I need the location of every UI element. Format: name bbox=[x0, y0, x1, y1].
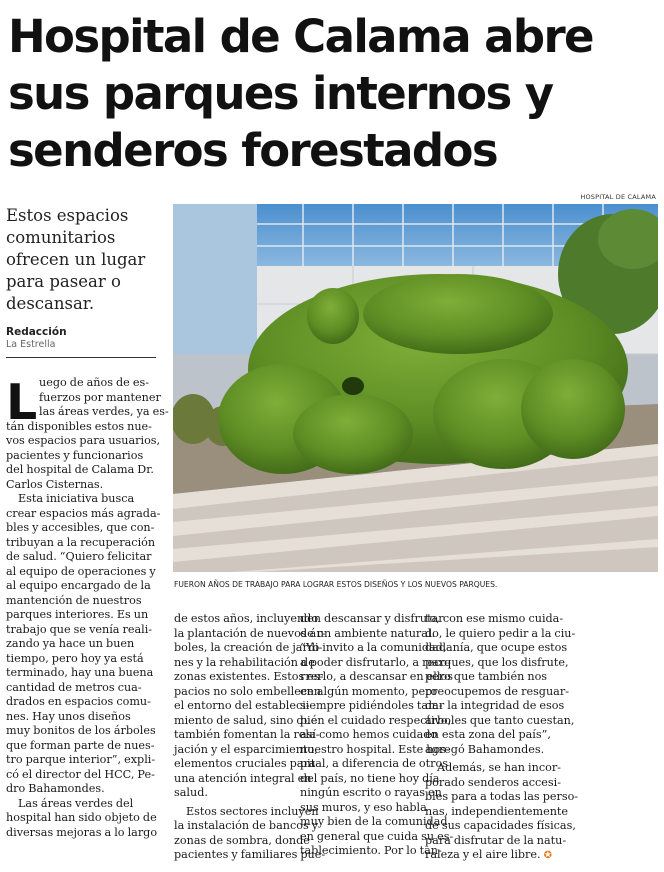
body-line: una atención integral en bbox=[174, 771, 312, 785]
body-line: do, le quiero pedir a la ciu- bbox=[425, 626, 576, 640]
drop-cap: L bbox=[6, 374, 38, 431]
body-line: del hospital de Calama Dr. bbox=[6, 463, 154, 476]
body-line: trabajo que se venía reali- bbox=[6, 622, 153, 636]
body-line: Las áreas verdes del bbox=[18, 796, 134, 810]
body-line: cantidad de metros cua- bbox=[6, 680, 142, 694]
body-line: pacios no solo embellecen bbox=[174, 684, 321, 698]
body-line: terminado, hay una buena bbox=[6, 666, 154, 679]
body-line: muy bonitos de los árboles bbox=[6, 724, 156, 737]
body-line: en esta zona del país”, bbox=[425, 728, 551, 741]
body-line: que forman parte de nues- bbox=[6, 738, 155, 752]
body-line: tablecimiento. Por lo tan- bbox=[300, 844, 442, 857]
byline bbox=[6, 326, 67, 350]
body-line: tiempo, pero hoy ya está bbox=[6, 651, 144, 665]
body-line: mantención de nuestros bbox=[6, 593, 142, 607]
body-line: uego de años de es- bbox=[39, 376, 150, 389]
subheadline-line: comunitarios bbox=[6, 228, 116, 247]
headline-line: Hospital de Calama abre bbox=[8, 10, 593, 63]
body-line: dro Bahamondes. bbox=[6, 782, 105, 795]
body-line: para disfrutar de la natu- bbox=[425, 833, 567, 847]
body-line: drados en espacios comu- bbox=[6, 695, 151, 708]
body-line: agregó Bahamondes. bbox=[425, 742, 545, 756]
body-line: al equipo de operaciones y bbox=[6, 564, 156, 578]
body-line: zando ya hace un buen bbox=[6, 637, 135, 650]
body-line: árboles que tanto cuestan, bbox=[425, 713, 575, 727]
photo-caption: FUERON AÑOS DE TRABAJO PARA LOGRAR ESTOS DISEÑOS Y LOS NUEVOS PARQUES. bbox=[174, 580, 498, 589]
body-line: de estos años, incluyendo bbox=[174, 612, 319, 625]
body-line: pero que también nos bbox=[425, 670, 548, 683]
body-line: to, con ese mismo cuida- bbox=[425, 612, 564, 625]
body-line: Esta iniciativa busca bbox=[18, 492, 135, 505]
body-line: jación y el esparcimiento, bbox=[174, 742, 318, 756]
body-line: miento de salud, sino que bbox=[174, 713, 318, 727]
body-line: preocupemos de resguar- bbox=[425, 684, 569, 698]
body-line: Carlos Cisternas. bbox=[6, 477, 104, 491]
subheadline-line: Estos espacios bbox=[6, 206, 129, 225]
body-line: Además, se han incor- bbox=[437, 761, 561, 774]
article-photo bbox=[173, 204, 658, 572]
body-line: al equipo encargado de la bbox=[6, 579, 151, 592]
body-line: sus muros, y eso habla bbox=[300, 800, 427, 814]
body-line: así como hemos cuidado bbox=[300, 728, 438, 741]
byline-divider bbox=[6, 357, 156, 358]
body-line: de salud. “Quiero felicitar bbox=[6, 550, 152, 563]
body-line: muy bien de la comunidad bbox=[300, 815, 448, 828]
body-line: vos espacios para usuarios, bbox=[6, 434, 161, 447]
headline bbox=[8, 8, 658, 179]
body-line: porado senderos accesi- bbox=[425, 775, 562, 789]
body-line: la instalación de bancos y bbox=[174, 819, 319, 832]
subheadline bbox=[6, 205, 166, 315]
byline-outlet: La Estrella bbox=[6, 339, 56, 350]
body-line: nas, independientemente bbox=[425, 804, 569, 818]
body-line: “Yo invito a la comunidad, bbox=[300, 641, 447, 654]
body-line: bién el cuidado respectivo, bbox=[300, 713, 452, 727]
photo-credit: HOSPITAL DE CALAMA bbox=[580, 193, 656, 201]
article-column-3 bbox=[300, 612, 454, 859]
body-line: del país, no tiene hoy día bbox=[300, 771, 440, 785]
body-line: de un ambiente natural. bbox=[300, 626, 436, 640]
body-line: rrerlo, a descansar en ellos bbox=[300, 670, 453, 683]
body-line: en algún momento, pero bbox=[300, 684, 438, 698]
body-line: nuestro hospital. Este hos- bbox=[300, 742, 450, 756]
body-line: crear espacios más agrada- bbox=[6, 506, 161, 520]
body-line: zonas de sombra, donde bbox=[174, 833, 310, 847]
body-line: bles y accesibles, que con- bbox=[6, 521, 155, 534]
body-line: boles, la creación de jardi- bbox=[174, 641, 323, 654]
body-line: nes y la rehabilitación de bbox=[174, 655, 315, 669]
headline-line: sus parques internos y bbox=[8, 67, 553, 120]
body-line: Estos sectores incluyen bbox=[186, 804, 319, 818]
body-line: parques interiores. Es un bbox=[6, 608, 149, 621]
body-line-text: raleza y el aire libre. bbox=[425, 848, 541, 861]
body-line: parques, que los disfrute, bbox=[425, 655, 569, 669]
body-line: tribuyan a la recuperación bbox=[6, 535, 156, 549]
body-line: dar la integridad de esos bbox=[425, 699, 565, 712]
body-line: pacientes y familiares pue- bbox=[174, 848, 326, 861]
article-column-2 bbox=[174, 612, 326, 863]
body-line: dadanía, que ocupe estos bbox=[425, 641, 568, 654]
subheadline-line: para pasear o bbox=[6, 272, 121, 291]
article-column-1 bbox=[6, 376, 169, 840]
body-line: siempre pidiéndoles tam- bbox=[300, 699, 443, 712]
body-line: a poder disfrutarlo, a reco- bbox=[300, 655, 451, 669]
body-line: de sus capacidades físicas, bbox=[425, 819, 576, 832]
body-line: den descansar y disfrutar bbox=[300, 612, 444, 625]
body-line: salud. bbox=[174, 786, 208, 799]
body-line: fuerzos por mantener bbox=[39, 390, 161, 404]
body-line: pital, a diferencia de otros bbox=[300, 757, 448, 770]
body-line: hospital han sido objeto de bbox=[6, 811, 157, 824]
headline-line: senderos forestados bbox=[8, 124, 498, 177]
article-column-4 bbox=[425, 612, 664, 863]
body-line: tro parque interior”, expli- bbox=[6, 753, 156, 766]
body-line: el entorno del estableci- bbox=[174, 699, 310, 712]
body-line: có el director del HCC, Pe- bbox=[6, 767, 155, 781]
building-panel-left bbox=[173, 204, 257, 364]
body-line: también fomentan la rela- bbox=[174, 728, 320, 741]
end-of-article-icon: ✪ bbox=[543, 850, 553, 861]
body-line: nes. Hay unos diseños bbox=[6, 709, 131, 723]
body-line: las áreas verdes, ya es- bbox=[39, 405, 169, 418]
body-line: bles para a todas las perso- bbox=[425, 790, 579, 803]
body-line: zonas existentes. Estos es- bbox=[174, 670, 324, 683]
body-line: ningún escrito o rayas en bbox=[300, 786, 442, 799]
body-line: pacientes y funcionarios bbox=[6, 448, 144, 462]
body-line: diversas mejoras a lo largo bbox=[6, 825, 158, 839]
topiary-eye bbox=[342, 377, 364, 395]
body-line: tán disponibles estos nue- bbox=[6, 419, 152, 433]
body-line bbox=[425, 848, 664, 863]
byline-author: Redacción bbox=[6, 326, 67, 338]
body-line: en general que cuida su es- bbox=[300, 829, 454, 843]
subheadline-line: descansar. bbox=[6, 294, 95, 313]
subheadline-line: ofrecen un lugar bbox=[6, 250, 146, 269]
body-line: la plantación de nuevos ár- bbox=[174, 626, 326, 640]
body-line: elementos cruciales para bbox=[174, 757, 316, 770]
